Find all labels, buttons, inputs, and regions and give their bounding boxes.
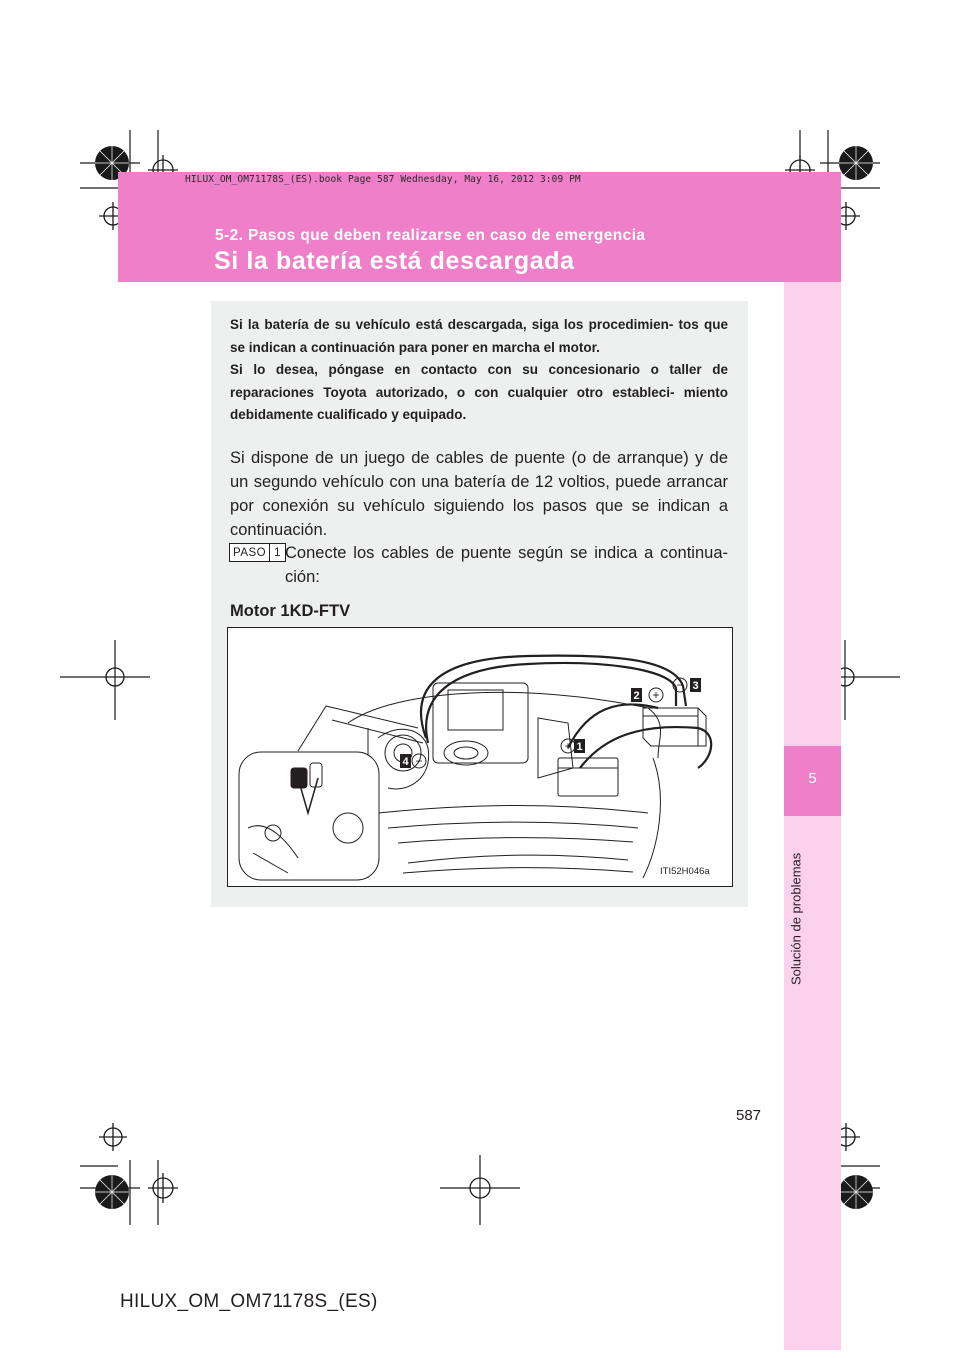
intro-line: tos que se indican a continuación para poner en marcha el motor.: [230, 317, 728, 355]
engine-subheading: Motor 1KD-FTV: [230, 602, 351, 620]
plus-symbol: +: [564, 739, 572, 753]
callout-4: 4: [402, 756, 409, 768]
body-line: un segundo vehículo con una batería de 12 voltios, puede arrancar: [230, 473, 728, 491]
jump-start-illustration: [227, 627, 733, 887]
body-paragraph: [230, 446, 728, 542]
document-code: HILUX_OM_OM71178S_(ES): [120, 1291, 378, 1312]
step-number: 1: [274, 546, 281, 559]
step-text: [285, 541, 728, 589]
intro-line: Si lo desea, póngase en contacto con su concesionario o taller de: [230, 362, 728, 377]
body-line: por conexión su vehículo siguiendo los pasos que se indican a: [230, 497, 728, 515]
print-info: HILUX_OM_OM71178S_(ES).book Page 587 Wednesday, May 16, 2012 3:09 PM: [185, 174, 581, 185]
figure-code: ITI52H046a: [660, 866, 710, 877]
callout-2: 2: [633, 690, 640, 702]
chapter-number: 5: [808, 770, 817, 787]
body-line: Si dispone de un juego de cables de puente (o de arranque) y de: [230, 449, 728, 467]
chapter-title: Solución de problemas: [788, 852, 804, 985]
page-number: 587: [736, 1107, 762, 1124]
callout-1: 1: [576, 741, 583, 753]
intro-line: miento debidamente cualificado y equipado.: [230, 384, 728, 422]
step-line: ción:: [285, 568, 320, 586]
intro-paragraph: [230, 314, 728, 427]
engine-bay-drawing: [228, 628, 733, 887]
minus-symbol: −: [415, 754, 423, 768]
section-title: 5-2. Pasos que deben realizarse en caso de emergencia: [215, 227, 646, 244]
intro-line: Si la batería de su vehículo está descargada, siga los procedimien-: [230, 317, 674, 332]
step-line: Conecte los cables de puente según se indica a continua-: [285, 544, 728, 562]
intro-line: reparaciones Toyota autorizado, o con cualquier otro estableci-: [230, 384, 675, 400]
plus-symbol: +: [652, 688, 660, 702]
callout-3: 3: [692, 680, 699, 692]
page-title: Si la batería está descargada: [214, 247, 575, 275]
body-line: continuación.: [230, 521, 328, 539]
step-label: PASO: [230, 544, 270, 561]
minus-symbol: −: [676, 678, 684, 692]
chapter-tab-strip: [784, 282, 841, 1350]
step-badge: [229, 543, 286, 562]
